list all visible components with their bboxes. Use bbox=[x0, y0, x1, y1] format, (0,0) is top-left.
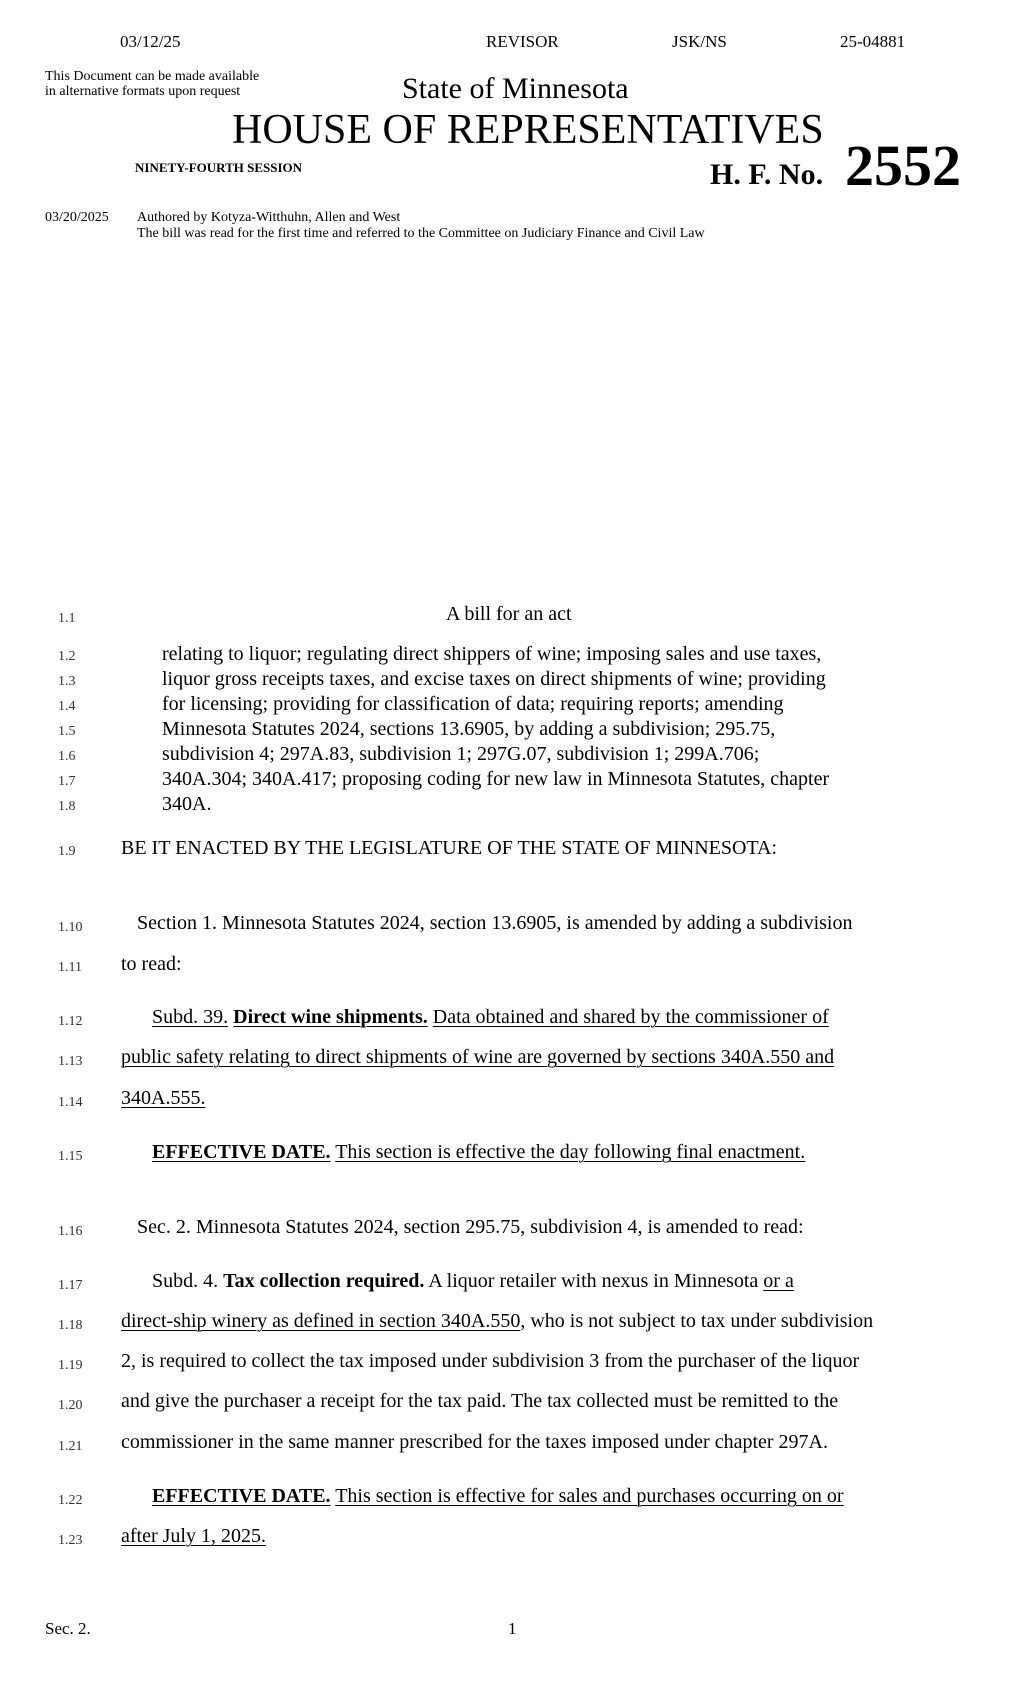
line-number: 1.5 bbox=[58, 724, 76, 739]
subd-text-line bbox=[121, 1310, 873, 1333]
line-number: 1.15 bbox=[58, 1149, 83, 1164]
line-number: 1.14 bbox=[58, 1095, 83, 1110]
authorship-referral: The bill was read for the first time and referred to the Committee on Judiciary Finance and Civil Law bbox=[137, 226, 705, 241]
line-number: 1.6 bbox=[58, 749, 76, 764]
inserted-text: direct-ship winery as defined in section 340A.550 bbox=[121, 1310, 521, 1332]
line-number: 1.8 bbox=[58, 799, 76, 814]
footer-page-number: 1 bbox=[508, 1619, 517, 1638]
availability-line-1: This Document can be made available bbox=[45, 69, 260, 84]
section-1-intro-cont: to read: bbox=[121, 953, 182, 975]
session-label: NINETY-FOURTH SESSION bbox=[135, 160, 303, 175]
line-number: 1.23 bbox=[58, 1533, 83, 1548]
inserted-text: or a bbox=[763, 1270, 794, 1292]
effective-date-text-line: after July 1, 2025. bbox=[121, 1525, 266, 1547]
section-2-intro: Sec. 2. Minnesota Statutes 2024, section 295.75, subdivision 4, is amended to read: bbox=[137, 1216, 804, 1238]
line-number: 1.1 bbox=[58, 611, 76, 626]
line-number: 1.4 bbox=[58, 699, 76, 714]
line-number: 1.11 bbox=[58, 960, 82, 975]
line-number: 1.12 bbox=[58, 1014, 83, 1029]
line-number: 1.22 bbox=[58, 1493, 83, 1508]
summary-line: subdivision 4; 297A.83, subdivision 1; 297G.07, subdivision 1; 299A.706; bbox=[162, 743, 760, 765]
footer-section: Sec. 2. bbox=[45, 1619, 91, 1638]
line-number: 1.16 bbox=[58, 1224, 83, 1239]
effective-date-text: This section is effective for sales and purchases occurring on or bbox=[335, 1485, 844, 1507]
subd-heading: Direct wine shipments. bbox=[233, 1006, 428, 1028]
state-name: State of Minnesota bbox=[402, 72, 629, 105]
summary-line: for licensing; providing for classification of data; requiring reports; amending bbox=[162, 693, 784, 715]
summary-line: Minnesota Statutes 2024, sections 13.6905, by adding a subdivision; 295.75, bbox=[162, 718, 776, 740]
subd-text-line: and give the purchaser a receipt for the tax paid. The tax collected must be remitted to the bbox=[121, 1390, 839, 1412]
subd-text: A liquor retailer with nexus in Minnesota bbox=[428, 1270, 759, 1292]
header-doc-id: 25-04881 bbox=[840, 32, 906, 51]
subd-text: Data obtained and shared by the commissioner of bbox=[432, 1006, 829, 1028]
hf-label: H. F. No. bbox=[710, 158, 824, 191]
effective-date-heading: EFFECTIVE DATE. bbox=[152, 1141, 331, 1163]
summary-line: 340A.304; 340A.417; proposing coding for new law in Minnesota Statutes, chapter bbox=[162, 768, 830, 790]
line-number: 1.17 bbox=[58, 1278, 83, 1293]
subd-number: Subd. 4. bbox=[152, 1270, 219, 1292]
section-2-subdivision bbox=[152, 1270, 794, 1293]
subd-text-line: 2, is required to collect the tax imposed under subdivision 3 from the purchaser of the liquor bbox=[121, 1350, 860, 1372]
summary-line: liquor gross receipts taxes, and excise taxes on direct shipments of wine; providing bbox=[162, 668, 826, 690]
subd-heading: Tax collection required. bbox=[223, 1270, 425, 1292]
line-number: 1.20 bbox=[58, 1398, 83, 1413]
availability-line-2: in alternative formats upon request bbox=[45, 84, 241, 99]
enacting-clause: BE IT ENACTED BY THE LEGISLATURE OF THE STATE OF MINNESOTA: bbox=[121, 837, 778, 859]
line-number: 1.7 bbox=[58, 774, 76, 789]
line-number: 1.21 bbox=[58, 1439, 83, 1454]
section-1-effective-date bbox=[152, 1141, 805, 1164]
line-number: 1.10 bbox=[58, 920, 83, 935]
section-1-intro: Section 1. Minnesota Statutes 2024, section 13.6905, is amended by adding a subdivision bbox=[137, 912, 853, 934]
header-initials: JSK/NS bbox=[672, 32, 727, 51]
subd-text-line: 340A.555. bbox=[121, 1087, 206, 1109]
line-number: 1.2 bbox=[58, 649, 76, 664]
bill-title: A bill for an act bbox=[446, 603, 572, 625]
effective-date-text: This section is effective the day following final enactment. bbox=[335, 1141, 806, 1163]
header-date: 03/12/25 bbox=[120, 32, 181, 51]
header-revisor: REVISOR bbox=[486, 32, 559, 51]
line-number: 1.9 bbox=[58, 844, 76, 859]
summary-line: 340A. bbox=[162, 793, 212, 815]
bill-number: 2552 bbox=[845, 133, 961, 198]
effective-date-heading: EFFECTIVE DATE. bbox=[152, 1485, 331, 1507]
section-2-effective-date bbox=[152, 1485, 844, 1508]
subd-text-line: commissioner in the same manner prescribed for the taxes imposed under chapter 297A. bbox=[121, 1431, 829, 1453]
subd-text-line: public safety relating to direct shipments of wine are governed by sections 340A.550 and bbox=[121, 1046, 835, 1068]
line-number: 1.18 bbox=[58, 1318, 83, 1333]
authorship-date: 03/20/2025 bbox=[45, 210, 109, 225]
line-number: 1.3 bbox=[58, 674, 76, 689]
summary-line: relating to liquor; regulating direct shippers of wine; imposing sales and use taxes, bbox=[162, 643, 822, 665]
line-number: 1.13 bbox=[58, 1054, 83, 1069]
subd-number: Subd. 39. bbox=[152, 1006, 229, 1028]
line-number: 1.19 bbox=[58, 1358, 83, 1373]
subd-text: , who is not subject to tax under subdivision bbox=[520, 1310, 874, 1332]
chamber-title: HOUSE OF REPRESENTATIVES bbox=[232, 107, 824, 153]
authorship-authors: Authored by Kotyza-Witthuhn, Allen and West bbox=[137, 210, 401, 225]
section-1-subdivision bbox=[152, 1006, 829, 1029]
